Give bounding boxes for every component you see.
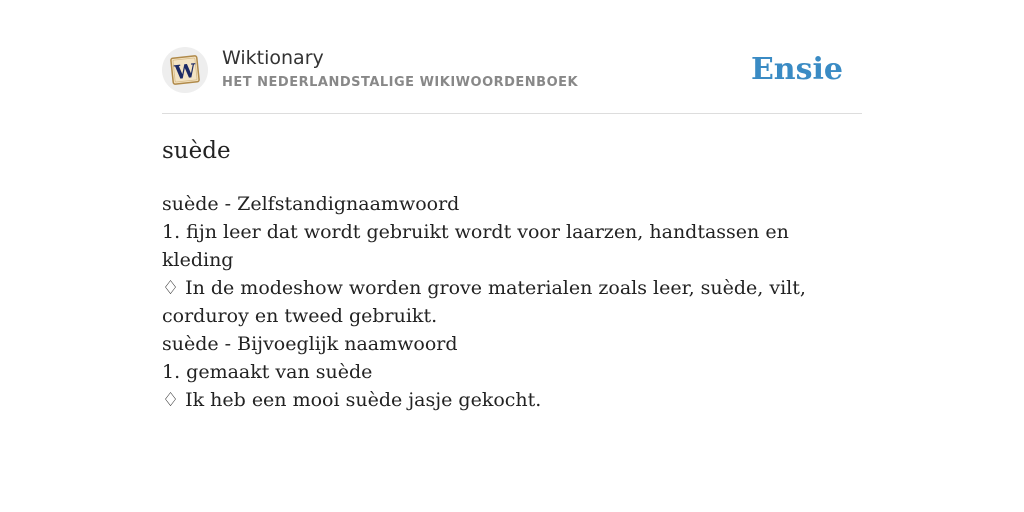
wiktionary-logo-icon[interactable] (162, 47, 208, 93)
brand-name[interactable]: Wiktionary (222, 47, 324, 69)
logo-letter: W (173, 59, 197, 85)
entry-adjective (162, 330, 862, 414)
entry-heading: suède - Bijvoeglijk naamwoord (162, 333, 458, 355)
brand-tagline: HET NEDERLANDSTALIGE WIKIWOORDENBOEK (222, 75, 579, 90)
entry-noun (162, 190, 862, 330)
entry-example: ♢ In de modeshow worden grove materialen zoals leer, suède, vilt, corduroy en tweed gebruikt. (162, 277, 806, 327)
entry-heading: suède - Zelfstandignaamwoord (162, 193, 460, 215)
entry-definition: 1. gemaakt van suède (162, 361, 373, 383)
ensie-link[interactable]: Ensie (750, 52, 843, 87)
wiktionary-tile-icon (168, 53, 202, 87)
entry-example: ♢ Ik heb een mooi suède jasje gekocht. (162, 389, 542, 411)
page-title: suède (162, 138, 231, 164)
page-container (162, 0, 862, 411)
site-header (162, 0, 862, 114)
entry-definition: 1. fijn leer dat wordt gebruikt wordt voor laarzen, handtassen en kleding (162, 221, 789, 271)
